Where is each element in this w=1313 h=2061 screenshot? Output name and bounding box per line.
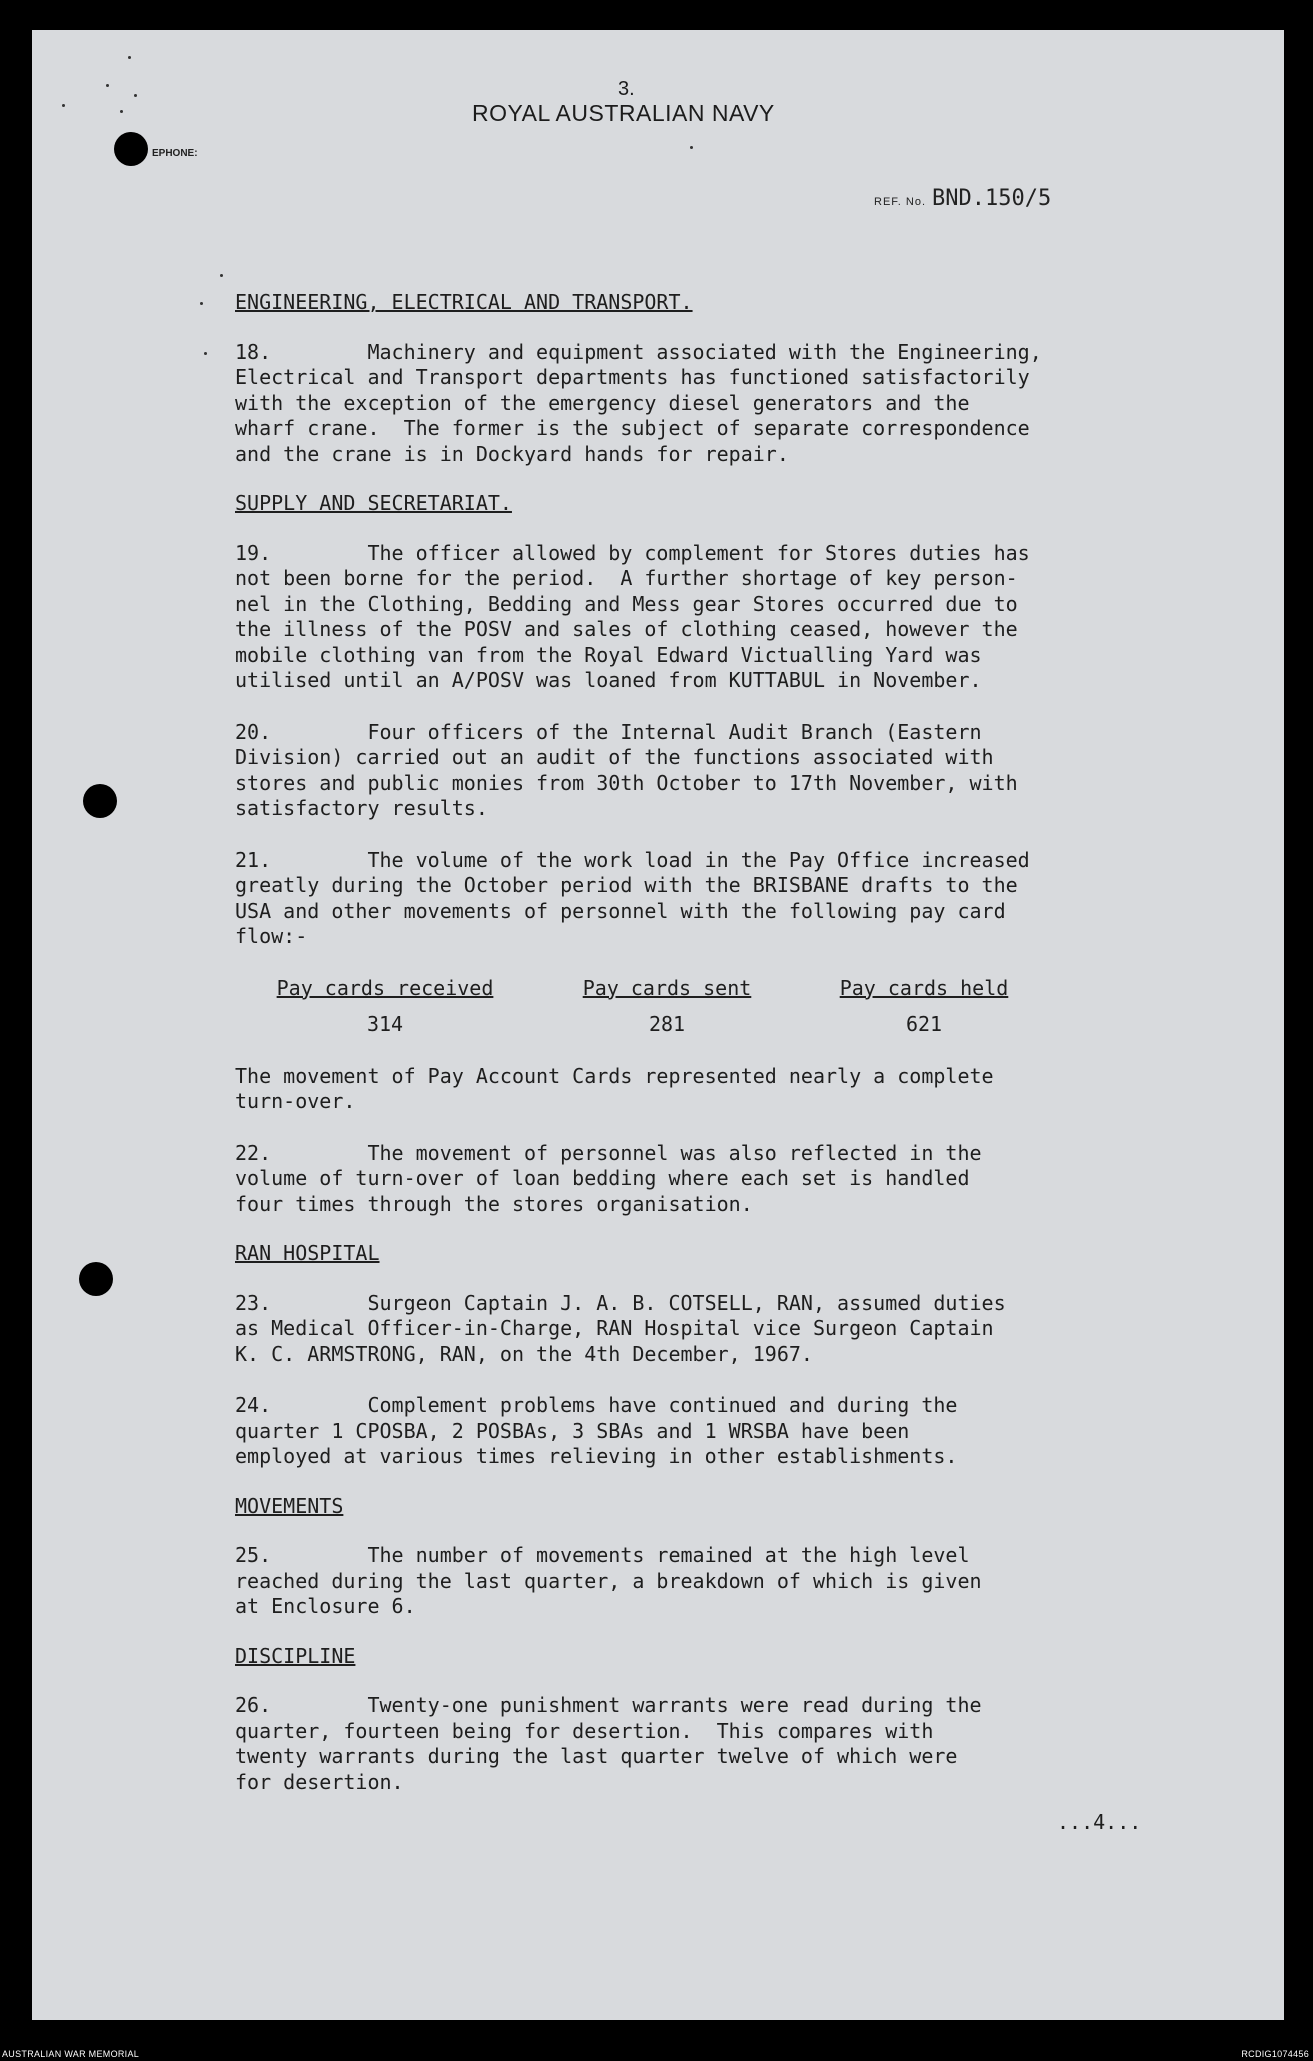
document-body — [235, 290, 1115, 1795]
column-header: Pay cards received — [276, 975, 494, 1000]
reference-number — [874, 186, 1051, 211]
paragraph-22: 22. The movement of personnel was also reflected in the volume of turn-over of loan bedding where each set is handled four times through the stores organisation. — [235, 1140, 982, 1216]
letterhead-title: ROYAL AUSTRALIAN NAVY — [472, 100, 775, 126]
ref-value: BND.150/5 — [932, 186, 1052, 211]
table-cell: 281 — [648, 1012, 686, 1036]
archive-credit: AUSTRALIAN WAR MEMORIAL — [2, 2049, 140, 2059]
paragraph-25: 25. The number of movements remained at the high level reached during the last quarter, a breakdown of which is given at Enclosure 6. — [235, 1543, 982, 1618]
paragraph-20: 20. Four officers of the Internal Audit Branch (Eastern Division) carried out an audit of the functions associated with stores and public monies from 30th October to 17th November, with satisfactory results. — [235, 719, 1018, 820]
continuation-marker: ...4... — [1057, 1810, 1142, 1834]
paragraph-19: 19. The officer allowed by complement for Stores duties has not been borne for the period. A further shortage of key person- nel in the Clothing, Bedding and Mess gear Stores occurred due to the illness of the POSV and sales of clothing ceased, however the mobile clothing van from the Royal Edward Victualling Yard was utilised until an A/POSV was loaned from KUTTABUL in November. — [235, 540, 1030, 692]
page-number: 3. — [618, 78, 635, 100]
punch-hole — [79, 1262, 113, 1296]
paragraph-26: 26. Twenty-one punishment warrants were read during the quarter, fourteen being for desertion. This compares with twenty warrants during the last quarter twelve of which were for desertion. — [235, 1693, 982, 1794]
paragraph-21: 21. The volume of the work load in the Pay Office increased greatly during the October period with the BRISBANE drafts to the USA and other movements of personnel with the following pay card flow:- — [235, 847, 1030, 948]
column-header: Pay cards sent — [582, 975, 752, 1000]
punch-hole — [114, 132, 148, 166]
archive-id: RCDIG1074456 — [1241, 2049, 1309, 2059]
section-heading: RAN HOSPITAL — [235, 1241, 380, 1265]
column-header: Pay cards held — [839, 975, 1009, 1000]
table-cell: 314 — [366, 1012, 404, 1036]
paragraph-23: 23. Surgeon Captain J. A. B. COTSELL, RAN, assumed duties as Medical Officer-in-Charge, RAN Hospital vice Surgeon Captain K. C. ARMSTRONG, RAN, on the 4th December, 1967. — [235, 1290, 1006, 1366]
section-heading: ENGINEERING, ELECTRICAL AND TRANSPORT. — [235, 290, 693, 314]
punch-hole — [83, 784, 117, 818]
paragraph-24: 24. Complement problems have continued and during the quarter 1 CPOSBA, 2 POSBAs, 3 SBAs and 1 WRSBA have been employed at various times relieving in other establishments. — [235, 1393, 958, 1468]
section-heading: SUPPLY AND SECRETARIAT. — [235, 491, 512, 515]
section-heading: DISCIPLINE — [235, 1643, 356, 1668]
pay-card-table — [235, 976, 1115, 1038]
table-cell: 621 — [905, 1012, 943, 1036]
ref-label: REF. No. — [874, 196, 927, 208]
paragraph-18: 18. Machinery and equipment associated with the Engineering, Electrical and Transport departments has functioned satisfactorily with the exception of the emergency diesel generators and the wharf crane. The former is the subject of separate correspondence and the crane is in Dockyard hands for repair. — [235, 339, 1042, 466]
telephone-label: EPHONE: — [152, 148, 198, 159]
paragraph-21-continued: The movement of Pay Account Cards represented nearly a complete turn-over. — [235, 1063, 994, 1113]
section-heading: MOVEMENTS — [235, 1493, 344, 1518]
